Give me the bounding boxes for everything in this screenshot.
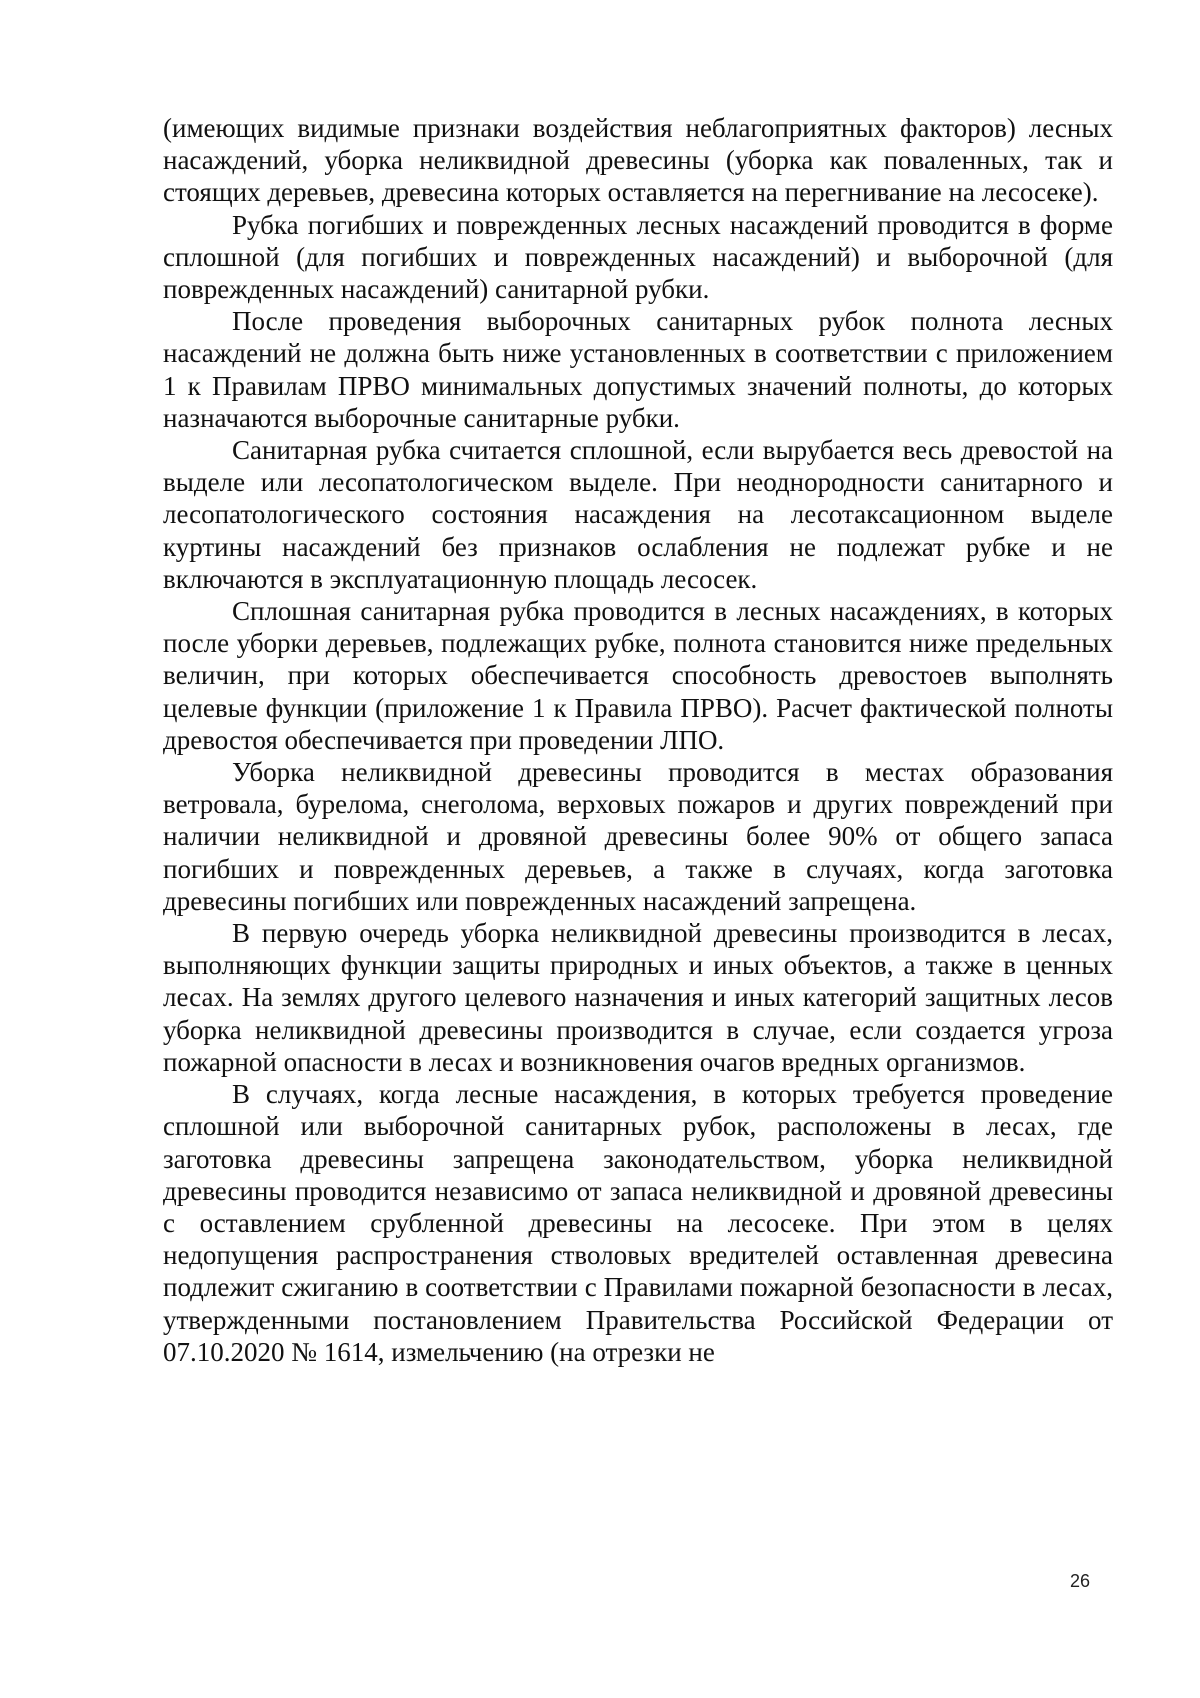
page-number: 26 [1070,1571,1091,1591]
paragraph-1: (имеющих видимые признаки воздействия неблагоприятных факторов) лесных насаждений, уборка неликвидной древесины (уборка как поваленных, так и стоящих деревьев, древесина которых оставляется на перегнивание на лесосеке). [163,113,1113,208]
paragraph-8: В случаях, когда лесные насаждения, в которых требуется проведение сплошной или выборочной санитарных рубок, расположены в лесах, где заготовка древесины запрещена законодательством, уборка неликвидной древесины проводится независимо от запаса неликвидной и дровяной древесины с оставлением срубленной древесины на лесосеке. При этом в целях недопущения распространения стволовых вредителей оставленная древесина подлежит сжиганию в соответствии с Правилами пожарной безопасности в лесах, утвержденными постановлением Правительства Российской Федерации от 07.10.2020 № 1614, измельчению (на отрезки не [163,1079,1113,1367]
paragraph-5: Сплошная санитарная рубка проводится в лесных насаждениях, в которых после уборки деревьев, подлежащих рубке, полнота становится ниже предельных величин, при которых обеспечивается способность древостоев выполнять целевые функции (приложение 1 к Правила ПРВО). Расчет фактической полноты древостоя обеспечивается при проведении ЛПО. [163,596,1113,755]
document-body [163,112,1113,1368]
paragraph-3: После проведения выборочных санитарных рубок полнота лесных насаждений не должна быть ниже установленных в соответствии с приложением 1 к Правилам ПРВО минимальных допустимых значений полноты, до которых назначаются выборочные санитарные рубки. [163,306,1113,433]
paragraph-6: Уборка неликвидной древесины проводится в местах образования ветровала, бурелома, снеголома, верховых пожаров и других повреждений при наличии неликвидной и дровяной древесины более 90% от общего запаса погибших и поврежденных деревьев, а также в случаях, когда заготовка древесины погибших или поврежденных насаждений запрещена. [163,757,1113,916]
paragraph-2: Рубка погибших и поврежденных лесных насаждений проводится в форме сплошной (для погибших и поврежденных насаждений) и выборочной (для поврежденных насаждений) санитарной рубки. [163,209,1113,305]
paragraph-7: В первую очередь уборка неликвидной древесины производится в лесах, выполняющих функции защиты природных и иных объектов, а также в ценных лесах. На землях другого целевого назначения и иных категорий защитных лесов уборка неликвидной древесины производится в случае, если создается угроза пожарной опасности в лесах и возникновения очагов вредных организмов. [163,918,1113,1077]
paragraph-4: Санитарная рубка считается сплошной, если вырубается весь древостой на выделе или лесопатологическом выделе. При неоднородности санитарного и лесопатологического состояния насаждения на лесотаксационном выделе куртины насаждений без признаков ослабления не подлежат рубке и не включаются в эксплуатационную площадь лесосек. [163,435,1113,594]
